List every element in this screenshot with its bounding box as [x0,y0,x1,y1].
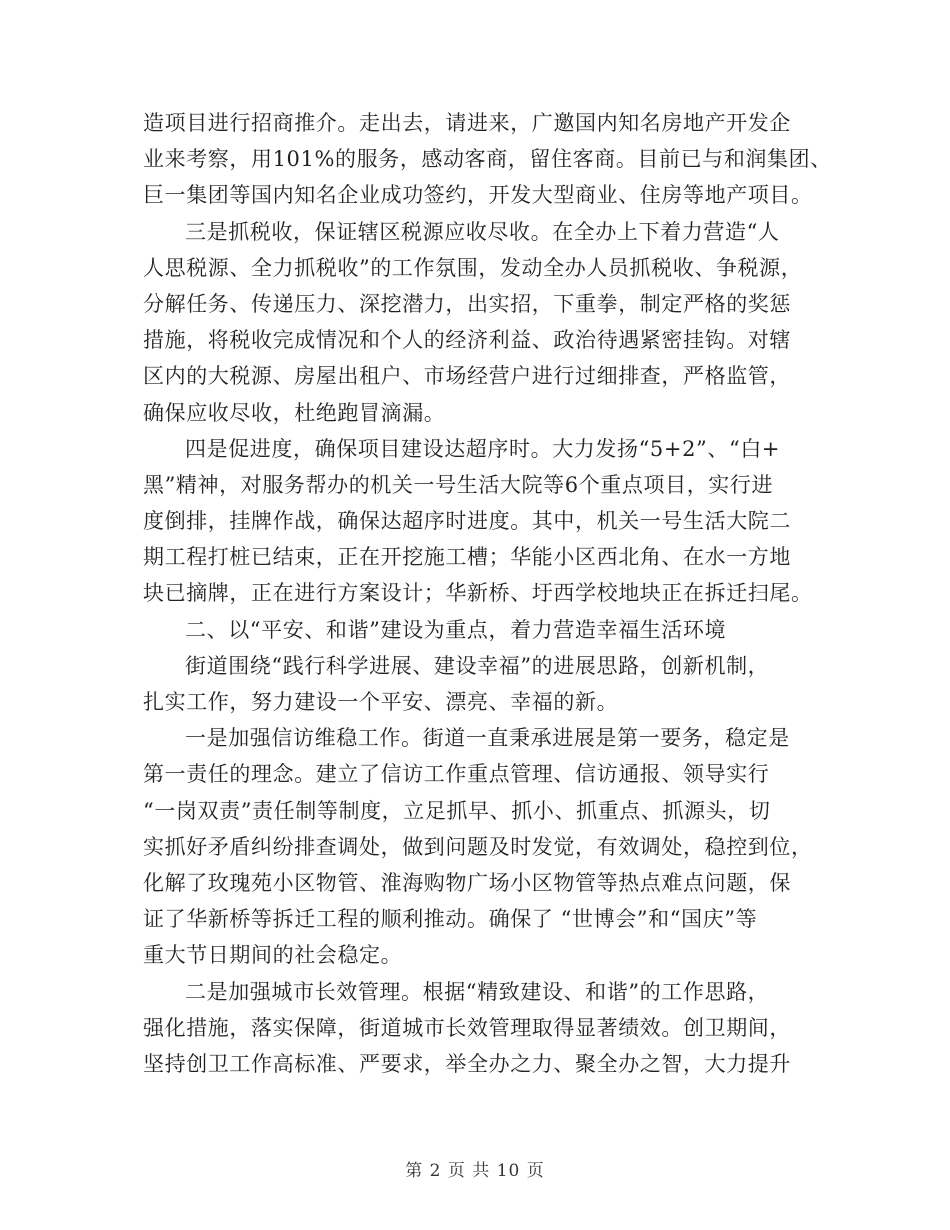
text-line: 期工程打桩已结束，正在开挖施工槽；华能小区西北角、在水一方地 [143,545,791,570]
text-line: 分解任务、传递压力、深挖潜力，出实招，下重拳，制定严格的奖惩 [143,291,791,316]
text-line: 造项目进行招商推介。走出去，请进来，广邀国内知名房地产开发企 [143,111,791,135]
text-line: 重大节日期间的社会稳定。 [143,943,403,968]
text-line: 扎实工作，努力建设一个平安、漂亮、幸福的新。 [143,690,619,714]
text-line: 度倒排，挂牌作战，确保达超序时进度。其中，机关一号生活大院二 [143,509,791,534]
text-line: 确保应收尽收，杜绝跑冒滴漏。 [143,400,446,425]
text-line: 化解了玫瑰苑小区物管、淮海购物广场小区物管等热点难点问题，保 [143,870,791,895]
text-line: 三是抓税收，保证辖区税源应收尽收。在全办上下着力营造“人 [185,219,780,244]
text-line: 二是加强城市长效管理。根据“精致建设、和谐”的工作思路， [185,979,770,1004]
text-line: 一是加强信访维稳工作。街道一直秉承进展是第一要务，稳定是 [185,726,790,751]
text-line: 街道围绕“践行科学进展、建设幸福”的进展思路，创新机制， [185,653,770,678]
text-line: 证了华新桥等拆迁工程的顺利推动。确保了 “世博会”和“国庆”等 [143,907,758,932]
text-line: 第一责任的理念。建立了信访工作重点管理、信访通报、领导实行 [143,762,770,787]
text-line: 业来考察，用101%的服务，感动客商，留住客商。目前已与和润集团、 [143,147,832,172]
text-line: “一岗双责”责任制等制度，立足抓早、抓小、抓重点、抓源头，切 [143,798,771,823]
text-line: 二、以“平安、和谐”建设为重点，着力营造幸福生活环境 [185,617,727,642]
text-line: 四是促进度，确保项目建设达超序时。大力发扬“5+2”、“白+ [185,436,781,461]
text-line: 区内的大税源、房屋出租户、市场经营户进行过细排查，严格监管， [143,364,791,389]
text-line: 人思税源、全力抓税收”的工作氛围，发动全办人员抓税收、争税源， [143,255,803,280]
text-line: 巨一集团等国内知名企业成功签约，开发大型商业、住房等地产项目。 [143,183,813,208]
text-line: 坚持创卫工作高标准、严要求，举全办之力、聚全办之智，大力提升 [143,1051,791,1076]
text-line: 实抓好矛盾纠纷排查调处，做到问题及时发觉，有效调处，稳控到位， [143,834,813,859]
text-line: 黑”精神，对服务帮办的机关一号生活大院等6个重点项目，实行进 [143,472,774,497]
text-line: 强化措施，落实保障，街道城市长效管理取得显著绩效。创卫期间， [143,1015,791,1040]
page-footer: 第 2 页 共 10 页 [405,1161,545,1181]
page-body [143,105,832,1082]
text-line: 措施，将税收完成情况和个人的经济利益、政治待遇紧密挂钩。对辖 [143,328,791,353]
text-line: 块已摘牌，正在进行方案设计；华新桥、圩西学校地块正在拆迁扫尾。 [143,581,813,606]
